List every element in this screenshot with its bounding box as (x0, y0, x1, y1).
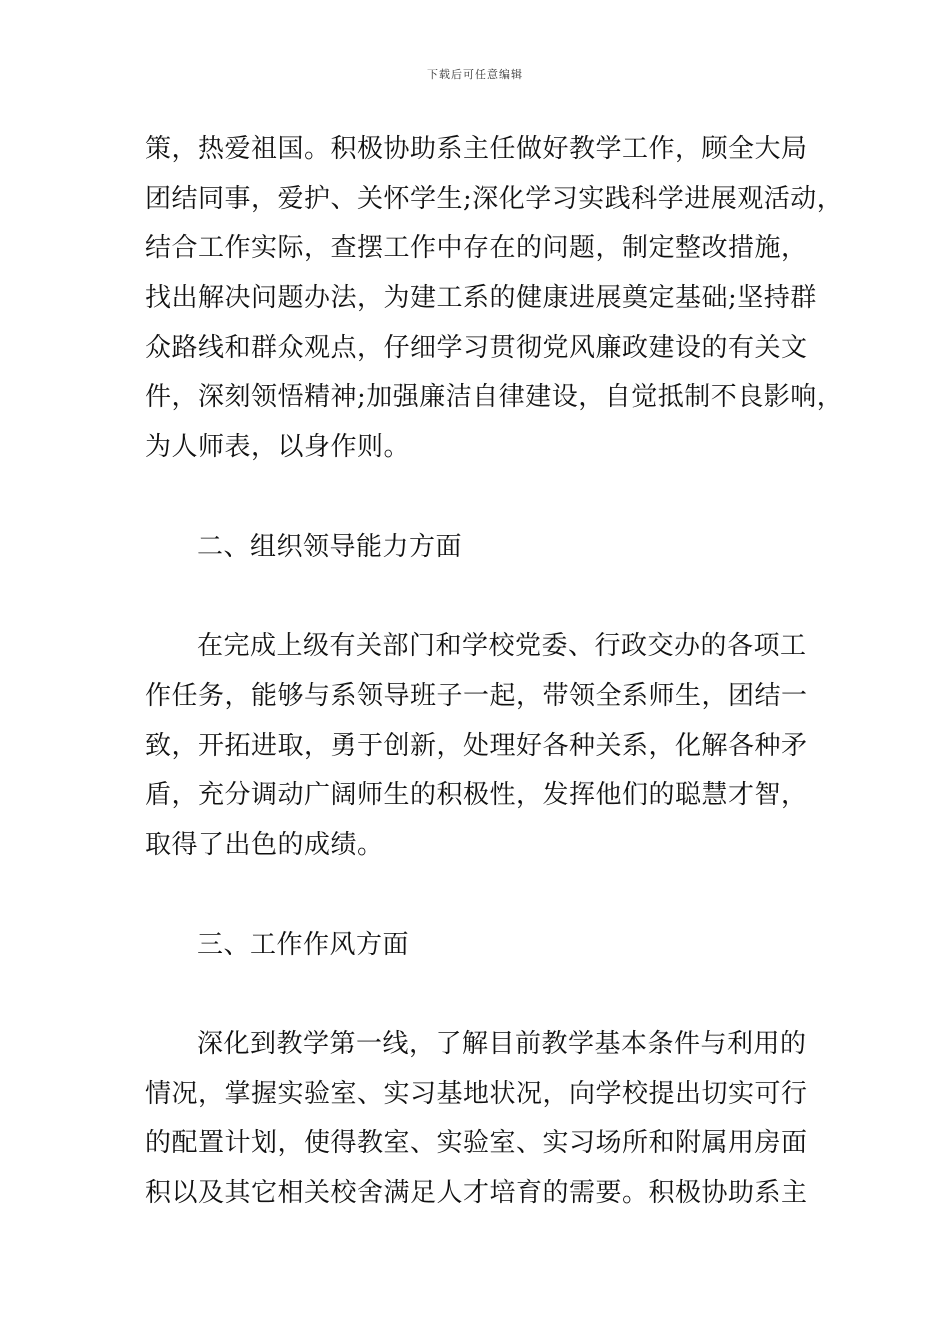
text-line: 情况，掌握实验室、实习基地状况，向学校提出切实可行 (145, 1079, 808, 1109)
text-line: 众路线和群众观点，仔细学习贯彻党风廉政建设的有关文 (145, 333, 808, 363)
text-line: 深化到教学第一线，了解目前教学基本条件与利用的 (197, 1029, 807, 1059)
text-line: 在完成上级有关部门和学校党委、行政交办的各项工 (197, 631, 807, 661)
text-line: 件，深刻领悟精神;加强廉洁自律建设，自觉抵制不良影响， (145, 382, 844, 412)
text-line: 为人师表，以身作则。 (145, 432, 411, 462)
text-line: 积以及其它相关校舍满足人才培育的需要。积极协助系主 (145, 1178, 808, 1208)
text-line: 作任务，能够与系领导班子一起，带领全系师生，团结一 (145, 681, 808, 711)
text-line: 取得了出色的成绩。 (145, 830, 384, 860)
text-line: 结合工作实际，查摆工作中存在的问题，制定整改措施， (145, 233, 808, 263)
text-line: 致，开拓进取，勇于创新，处理好各种关系，化解各种矛 (145, 731, 808, 761)
section-heading-2: 二、组织领导能力方面 (197, 532, 463, 562)
text-line: 团结同事，爱护、关怀学生;深化学习实践科学进展观活动， (145, 184, 844, 214)
text-line: 策，热爱祖国。积极协助系主任做好教学工作，顾全大局 (145, 134, 808, 164)
page-header-note: 下载后可任意编辑 (427, 68, 523, 81)
text-line: 盾，充分调动广阔师生的积极性，发挥他们的聪慧才智， (145, 780, 808, 810)
text-line: 的配置计划，使得教室、实验室、实习场所和附属用房面 (145, 1128, 808, 1158)
section-heading-3: 三、工作作风方面 (197, 930, 410, 960)
text-line: 找出解决问题办法，为建工系的健康进展奠定基础;坚持群 (145, 283, 817, 313)
